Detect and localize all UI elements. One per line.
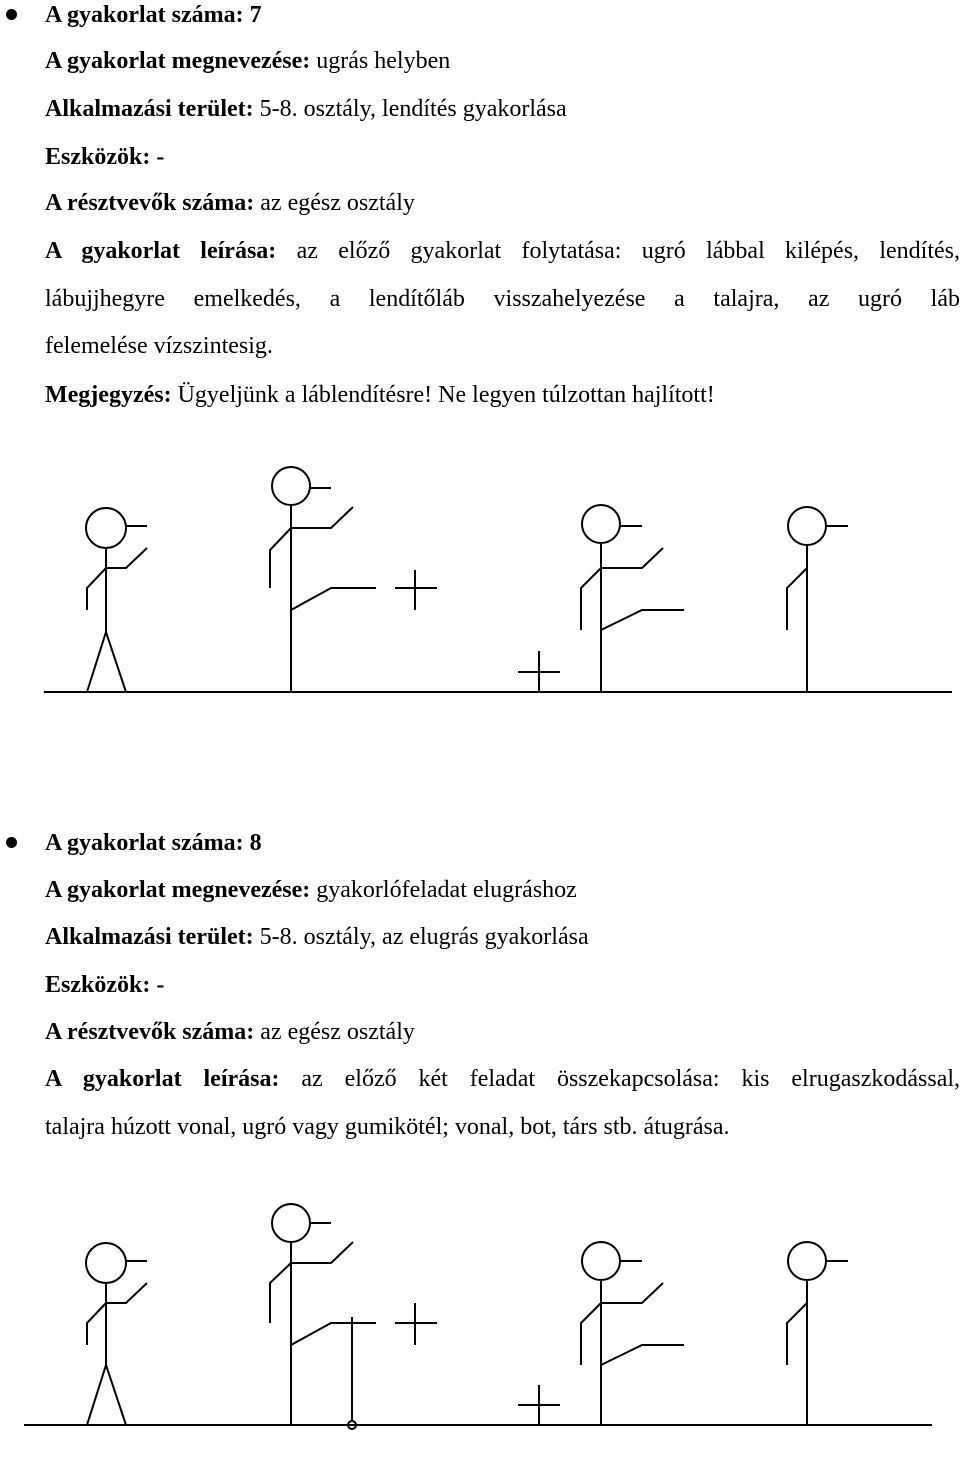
exercise-name: A gyakorlat megnevezése: gyakorlófeladat elugráshoz	[45, 877, 577, 903]
exercise-participants: A résztvevők száma: az egész osztály	[45, 190, 415, 216]
exercise-description-line-1: A gyakorlat leírása: az előző gyakorlat folytatása: ugró lábbal kilépés, lendítés,	[45, 238, 960, 264]
exercise-participants: A résztvevők száma: az egész osztály	[45, 1019, 415, 1045]
cross-mark-4	[518, 1385, 560, 1425]
exercise-area: Alkalmazási terület: 5-8. osztály, az elugrás gyakorlása	[45, 924, 589, 950]
vertical-pole	[348, 1317, 356, 1429]
stick-figure-4	[787, 507, 848, 692]
exercise-number: A gyakorlat száma: 7	[45, 2, 262, 28]
stick-figure-8	[787, 1242, 848, 1425]
cross-mark-1	[395, 570, 437, 610]
stick-figure-diagram-2	[0, 1185, 960, 1465]
cross-mark-3	[395, 1303, 437, 1345]
exercise-area: Alkalmazási terület: 5-8. osztály, lendítés gyakorlása	[45, 96, 567, 122]
exercise-tools: Eszközök: -	[45, 144, 165, 170]
exercise-description-line-3: felemelése vízszintesig.	[45, 333, 273, 359]
stick-figure-6	[270, 1204, 376, 1425]
cross-mark-2	[518, 651, 560, 692]
bullet-icon	[6, 9, 17, 20]
stick-figure-diagram-1	[0, 450, 960, 710]
stick-figure-1	[86, 508, 147, 692]
exercise-description-line-1: A gyakorlat leírása: az előző két feladat összekapcsolása: kis elrugaszkodással,	[45, 1066, 960, 1092]
bullet-icon	[6, 837, 17, 848]
exercise-description-line-2: lábujjhegyre emelkedés, a lendítőláb visszahelyezése a talajra, az ugró láb	[45, 286, 960, 312]
stick-figure-5	[86, 1243, 147, 1425]
exercise-description-line-2: talajra húzott vonal, ugró vagy gumikötél; vonal, bot, társ stb. átugrása.	[45, 1114, 730, 1140]
exercise-tools: Eszközök: -	[45, 972, 165, 998]
exercise-name: A gyakorlat megnevezése: ugrás helyben	[45, 48, 451, 74]
stick-figure-7	[581, 1242, 684, 1425]
stick-figure-2	[270, 467, 376, 692]
exercise-note: Megjegyzés: Ügyeljünk a láblendítésre! Ne legyen túlzottan hajlított!	[45, 382, 715, 408]
stick-figure-3	[581, 505, 684, 692]
exercise-number: A gyakorlat száma: 8	[45, 830, 262, 856]
